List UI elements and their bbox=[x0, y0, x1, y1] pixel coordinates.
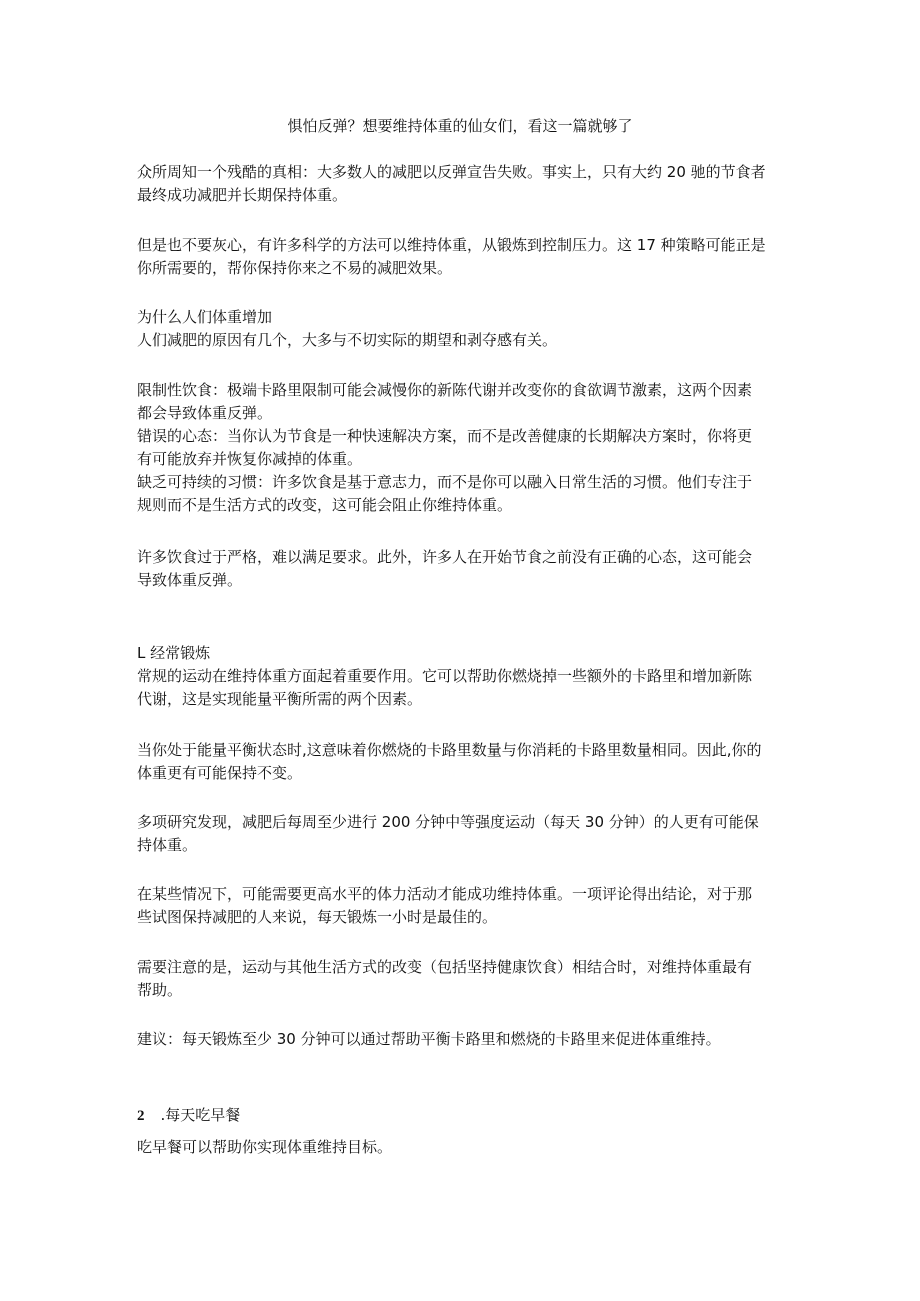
section-1-paragraph-2 bbox=[137, 739, 787, 785]
section-1-tip bbox=[137, 1028, 787, 1051]
section-heading: .每天吃早餐 bbox=[160, 1106, 241, 1124]
section-heading: 为什么人们体重增加 bbox=[137, 308, 273, 326]
diets-note-paragraph bbox=[137, 546, 787, 592]
text-line: 导致体重反弹。 bbox=[137, 571, 243, 589]
text-line: 众所周知一个残酷的真相：大多数人的减肥以反弹宣告失败。事实上，只有大约 20 驰的节食者 bbox=[137, 163, 766, 181]
text-line: 帮助。 bbox=[137, 981, 183, 999]
text-line: 当你处于能量平衡状态时,这意味着你燃烧的卡路里数量与你消耗的卡路里数量相同。因此,你的 bbox=[137, 741, 762, 759]
text-line: 建议：每天锻炼至少 30 分钟可以通过帮助平衡卡路里和燃烧的卡路里来促进体重维持。 bbox=[137, 1030, 721, 1048]
intro-paragraph-1 bbox=[137, 161, 787, 207]
intro-paragraph-2 bbox=[137, 234, 787, 280]
text-line: 体重更有可能保持不变。 bbox=[137, 764, 303, 782]
text-line: 许多饮食过于严格，难以满足要求。此外，许多人在开始节食之前没有正确的心态，这可能会 bbox=[137, 548, 753, 566]
text-line: 些试图保持减肥的人来说，每天锻炼一小时是最佳的。 bbox=[137, 908, 498, 926]
section-2-heading bbox=[137, 1104, 787, 1128]
text-line: 错误的心态：当你认为节食是一种快速解决方案，而不是改善健康的长期解决方案时，你将更 bbox=[137, 427, 753, 445]
text-line: 缺乏可持续的习惯：许多饮食是基于意志力，而不是你可以融入日常生活的习惯。他们专注于 bbox=[137, 473, 753, 491]
section-number: 2 bbox=[137, 1108, 145, 1124]
text-line: 都会导致体重反弹。 bbox=[137, 404, 273, 422]
section-heading: L 经常锻炼 bbox=[137, 644, 211, 662]
reasons-list bbox=[137, 379, 787, 517]
section-1-paragraph-3 bbox=[137, 811, 787, 857]
text-line: 需要注意的是，运动与其他生活方式的改变（包括坚持健康饮食）相结合时，对维持体重最有 bbox=[137, 958, 753, 976]
text-line: 规则而不是生活方式的改变，这可能会阻止你维持体重。 bbox=[137, 496, 513, 514]
section-1-paragraph-5 bbox=[137, 956, 787, 1002]
text-line: 常规的运动在维持体重方面起着重要作用。它可以帮助你燃烧掉一些额外的卡路里和增加新陈 bbox=[137, 667, 753, 685]
text-line: 持体重。 bbox=[137, 836, 198, 854]
text-line: 吃早餐可以帮助你实现体重维持目标。 bbox=[137, 1138, 393, 1156]
text-line: 限制性饮食：极端卡路里限制可能会减慢你的新陈代谢并改变你的食欲调节激素，这两个因素 bbox=[137, 381, 753, 399]
text-line: 在某些情况下，可能需要更高水平的体力活动才能成功维持体重。一项评论得出结论，对于那 bbox=[137, 885, 753, 903]
text-line: 你所需要的，帮你保持你来之不易的减肥效果。 bbox=[137, 259, 453, 277]
text-line: 多项研究发现，减肥后每周至少进行 200 分钟中等强度运动（每天 30 分钟）的人更有可能保 bbox=[137, 813, 759, 831]
text-line: 有可能放弃并恢复你减掉的体重。 bbox=[137, 450, 363, 468]
text-line: 但是也不要灰心，有许多科学的方法可以维持体重，从锻炼到控制压力。这 17 种策略可能正是 bbox=[137, 236, 766, 254]
why-section bbox=[137, 306, 787, 352]
text-line: 最终成功减肥并长期保持体重。 bbox=[137, 186, 348, 204]
text-line: 人们减肥的原因有几个，大多与不切实际的期望和剥夺感有关。 bbox=[137, 331, 558, 349]
section-1-paragraph-4 bbox=[137, 883, 787, 929]
section-2-paragraph-1 bbox=[137, 1136, 787, 1159]
page-title: 惧怕反弹？想要维持体重的仙女们，看这一篇就够了 bbox=[287, 117, 633, 135]
text-line: 代谢，这是实现能量平衡所需的两个因素。 bbox=[137, 690, 423, 708]
section-1-heading-block bbox=[137, 642, 787, 711]
